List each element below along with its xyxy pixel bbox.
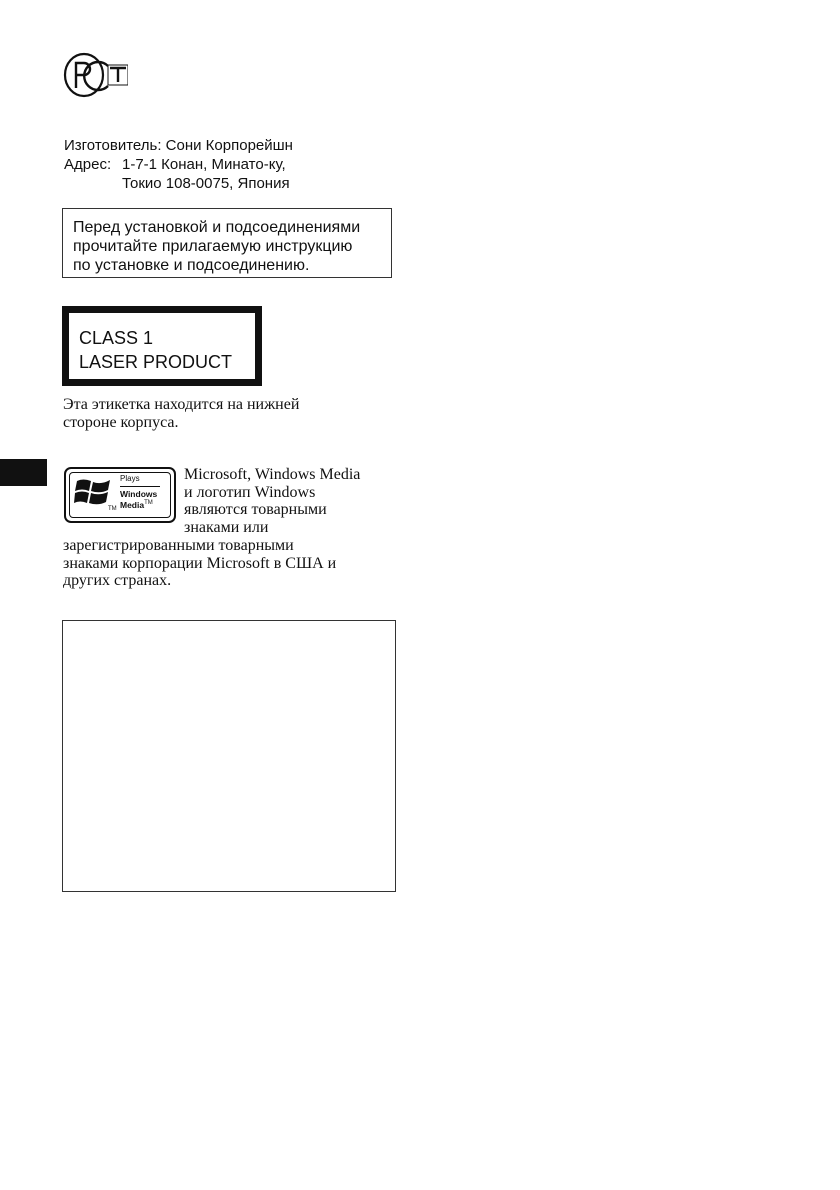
- trademark-line-4: знаками или: [184, 518, 269, 536]
- plays-windows-media-logo: [64, 467, 176, 523]
- logo-media-word: Media: [120, 500, 145, 510]
- logo-divider: [120, 486, 160, 487]
- certification-mark: [62, 50, 128, 100]
- trademark-line-7: других странах.: [63, 572, 172, 589]
- trademark-text-right: [184, 466, 360, 536]
- installation-notice-box: [62, 208, 392, 278]
- laser-caption-line-1: Эта этикетка находится на нижней: [63, 396, 300, 413]
- maker-row: [64, 136, 293, 155]
- trademark-line-5: зарегистрированными товарными: [63, 537, 294, 554]
- logo-windows-text: Windows: [120, 489, 158, 499]
- address-label: Адрес:: [64, 156, 112, 173]
- maker-value: Сони Корпорейшн: [165, 137, 293, 154]
- pct-mark-icon: [62, 50, 128, 100]
- trademark-line-3: являются товарными: [184, 501, 327, 518]
- section-tab: [0, 459, 47, 486]
- laser-product-label: [62, 306, 262, 386]
- manufacturer-info: [64, 136, 293, 193]
- trademark-line-2: и логотип Windows: [184, 483, 316, 501]
- notice-line-3: по установке и подсоединению.: [73, 257, 310, 274]
- address-line-2: Токио 108-0075, Япония: [122, 175, 290, 192]
- trademark-line-6: знаками корпорации Microsoft в США и: [63, 554, 337, 572]
- notice-line-2: прочитайте прилагаемую инструкцию: [73, 238, 353, 255]
- logo-media-text: [120, 500, 153, 510]
- address-line-1: 1-7-1 Конан, Минато-ку,: [122, 156, 286, 173]
- address-row-2: [64, 174, 293, 193]
- maker-label: Изготовитель:: [64, 137, 162, 154]
- trademark-line-1: Microsoft, Windows Media: [184, 466, 361, 483]
- logo-tm-mark: TM: [108, 506, 117, 512]
- laser-label-caption: [63, 396, 299, 431]
- laser-product-text: LASER PRODUCT: [79, 352, 233, 372]
- trademark-text-bottom: [63, 537, 336, 590]
- laser-class: CLASS 1: [79, 328, 154, 348]
- notice-line-1: Перед установкой и подсоединениями: [73, 219, 361, 236]
- address-row: [64, 155, 293, 174]
- logo-plays-text: Plays: [120, 474, 140, 483]
- laser-caption-line-2: стороне корпуса.: [63, 413, 179, 431]
- empty-frame: [62, 620, 396, 892]
- logo-media-tm: TM: [144, 500, 153, 507]
